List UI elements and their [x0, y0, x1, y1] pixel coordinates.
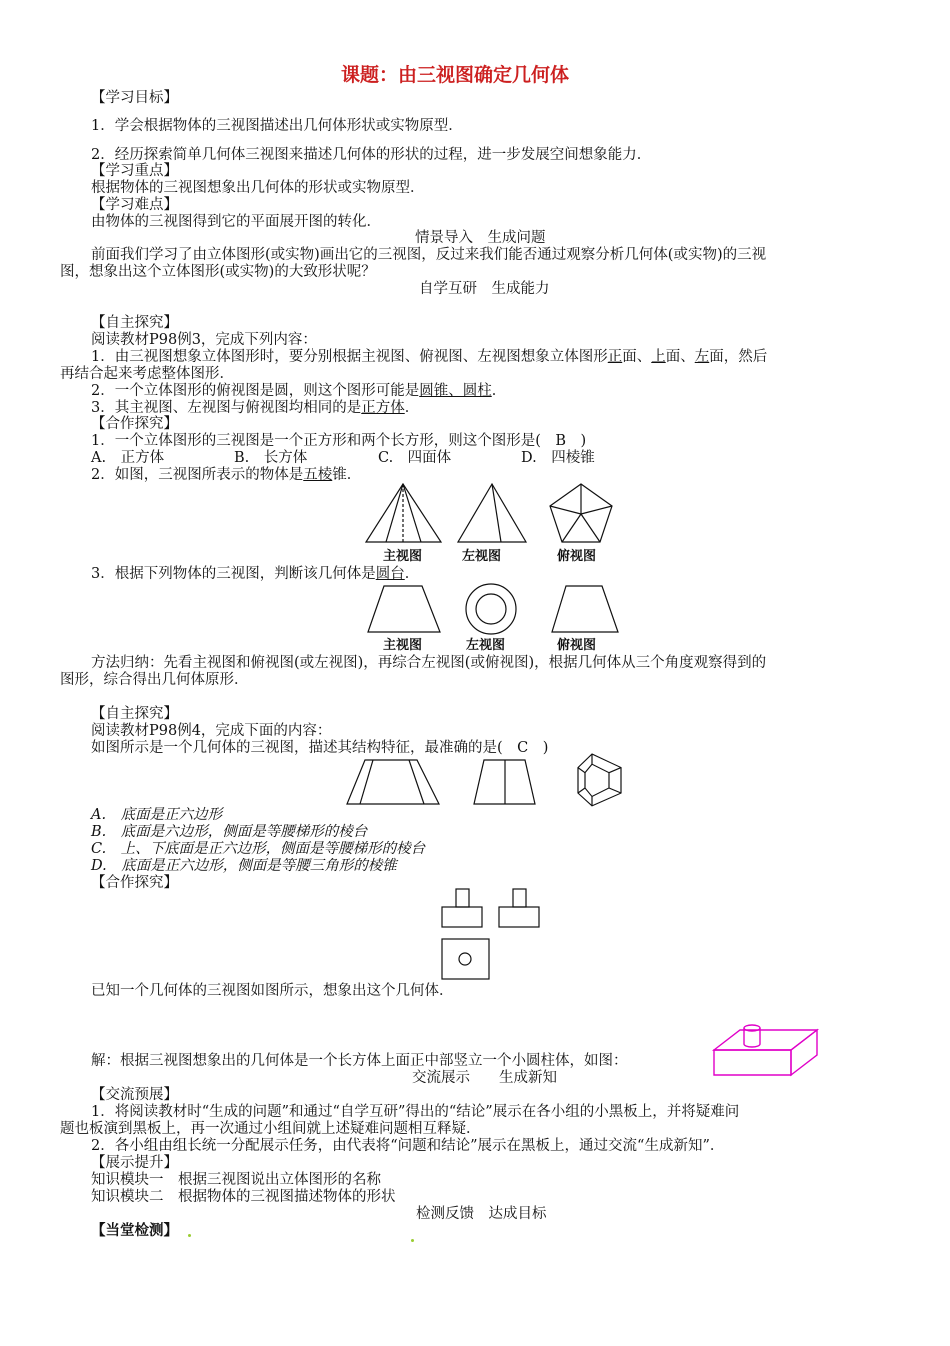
exchange-item-1-line-2: 题也板演到黑板上，再一次通过小组间就上述疑难问题相互释疑．	[60, 1121, 481, 1137]
self-study-2-option-a: A. 底面是正六边形	[91, 807, 223, 823]
self-study-2-question: 如图所示是一个几何体的三视图，描述其结构特征，最准确的是( C )	[91, 740, 549, 756]
self-study-1-q2: 2．一个立体图形的俯视图是圆，则这个图形可能是圆锥、圆柱．	[91, 383, 507, 399]
method-line-1: 方法归纳：先看主视图和俯视图(或左视图)，再综合左视图(或俯视图)，根据几何体从三个角度观察得到的	[91, 655, 767, 671]
page-title: 课题：由三视图确定几何体	[341, 64, 570, 86]
self-study-2-option-b: B. 底面是六边形，侧面是等腰梯形的棱台	[91, 824, 368, 840]
self-study-2-header: 【自主探究】	[91, 706, 178, 722]
coop-1-option-b: B. 长方体	[234, 450, 308, 466]
answer-blank: 五棱	[303, 467, 333, 483]
intro-line-1: 前面我们学习了由立体图形(或实物)画出它的三视图，反过来我们能否通过观察分析几何体(或实物)的三视	[91, 247, 767, 263]
intro-heading: 情景导入 生成问题	[415, 230, 546, 246]
intro-line-2: 图，想象出这个立体图形(或实物)的大致形状呢？	[60, 264, 376, 280]
goal-item-1: 1．学会根据物体的三视图描述出几何体形状或实物原型．	[91, 118, 463, 134]
frustum-three-views-figure	[366, 580, 636, 640]
box-cylinder-three-views-figure	[440, 887, 550, 982]
hex-frustum-three-views-figure	[345, 758, 645, 818]
self-study-2-option-d: D. 底面是正六边形，侧面是等腰三角形的棱锥	[91, 858, 397, 874]
focus-text: 根据物体的三视图想象出几何体的形状或实物原型．	[91, 180, 425, 196]
box-cylinder-3d-figure	[712, 1022, 832, 1087]
answer-blank: 左	[694, 349, 710, 365]
answer-blank: 正方体	[361, 400, 405, 416]
self-study-1-header: 【自主探究】	[91, 315, 178, 331]
decorative-dot	[411, 1239, 414, 1242]
self-study-1-q1: 1．由三视图想象立体图形时，要分别根据主视图、俯视图、左视图想象立体图形正面、上面、左面，然后	[91, 349, 768, 365]
figure-caption-front: 主视图	[383, 638, 423, 653]
self-study-2-option-c: C. 上、下底面是正六边形，侧面是等腰梯形的棱台	[91, 841, 426, 857]
difficulty-header: 【学习难点】	[91, 197, 178, 213]
self-study-1-read: 阅读教材P98例3，完成下列内容：	[91, 332, 317, 348]
exchange-item-2: 2．各小组由组长统一分配展示任务，由代表将“问题和结论”展示在黑板上，通过交流“生成新知”．	[91, 1138, 725, 1154]
answer-blank: 圆台	[375, 566, 405, 582]
coop-1-q3: 3．根据下列物体的三视图，判断该几何体是圆台．	[91, 566, 420, 582]
coop-1-q2: 2．如图，三视图所表示的物体是五棱锥．	[91, 467, 362, 483]
answer-blank: 上	[651, 349, 666, 365]
intro-heading-2: 自学互研 生成能力	[419, 281, 550, 297]
coop-1-header: 【合作探究】	[91, 416, 178, 432]
figure-caption-left: 左视图	[466, 638, 506, 653]
self-study-1-q1-line2: 再结合起来考虑整体图形．	[60, 366, 234, 382]
difficulty-text: 由物体的三视图得到它的平面展开图的转化．	[91, 214, 381, 230]
exchange-heading: 交流展示 生成新知	[412, 1070, 557, 1086]
show-header: 【展示提升】	[91, 1155, 178, 1171]
decorative-dot	[188, 1234, 191, 1237]
figure-caption-top: 俯视图	[557, 549, 597, 564]
method-line-2: 图形，综合得出几何体原形．	[60, 672, 249, 688]
check-header: 【当堂检测】	[91, 1222, 178, 1239]
exchange-header: 【交流预展】	[91, 1087, 178, 1103]
answer-blank: 圆锥、圆柱	[419, 383, 492, 399]
self-study-1-q3: 3．其主视图、左视图与俯视图均相同的是正方体．	[91, 400, 420, 416]
check-heading: 检测反馈 达成目标	[416, 1206, 547, 1222]
goal-item-2: 2．经历探索简单几何体三视图来描述几何体的形状的过程，进一步发展空间想象能力．	[91, 147, 652, 163]
coop-1-option-a: A. 正方体	[91, 450, 165, 466]
coop-2-header: 【合作探究】	[91, 875, 178, 891]
coop-2-solution: 解：根据三视图想象出的几何体是一个长方体上面正中部竖立一个小圆柱体，如图：	[91, 1053, 628, 1069]
coop-1-option-d: D. 四棱锥	[521, 450, 595, 466]
goals-header: 【学习目标】	[91, 90, 178, 106]
focus-header: 【学习重点】	[91, 163, 178, 179]
coop-2-question: 已知一个几何体的三视图如图所示，想象出这个几何体．	[91, 983, 454, 999]
self-study-2-read: 阅读教材P98例4，完成下面的内容：	[91, 723, 332, 739]
answer-blank: 正	[607, 349, 623, 365]
coop-1-q1: 1．一个立体图形的三视图是一个正方形和两个长方形，则这个图形是( B )	[91, 433, 587, 449]
knowledge-module-1: 知识模块一 根据三视图说出立体图形的名称	[91, 1172, 381, 1188]
figure-caption-top: 俯视图	[557, 638, 597, 653]
figure-caption-front: 主视图	[383, 549, 423, 564]
exchange-item-1-line-1: 1．将阅读教材时“生成的问题”和通过“自学互研”得出的“结论”展示在各小组的小黑板上，并将疑难问	[91, 1104, 740, 1120]
coop-1-option-c: C. 四面体	[378, 450, 452, 466]
knowledge-module-2: 知识模块二 根据物体的三视图描述物体的形状	[91, 1189, 396, 1205]
figure-caption-left: 左视图	[462, 549, 502, 564]
